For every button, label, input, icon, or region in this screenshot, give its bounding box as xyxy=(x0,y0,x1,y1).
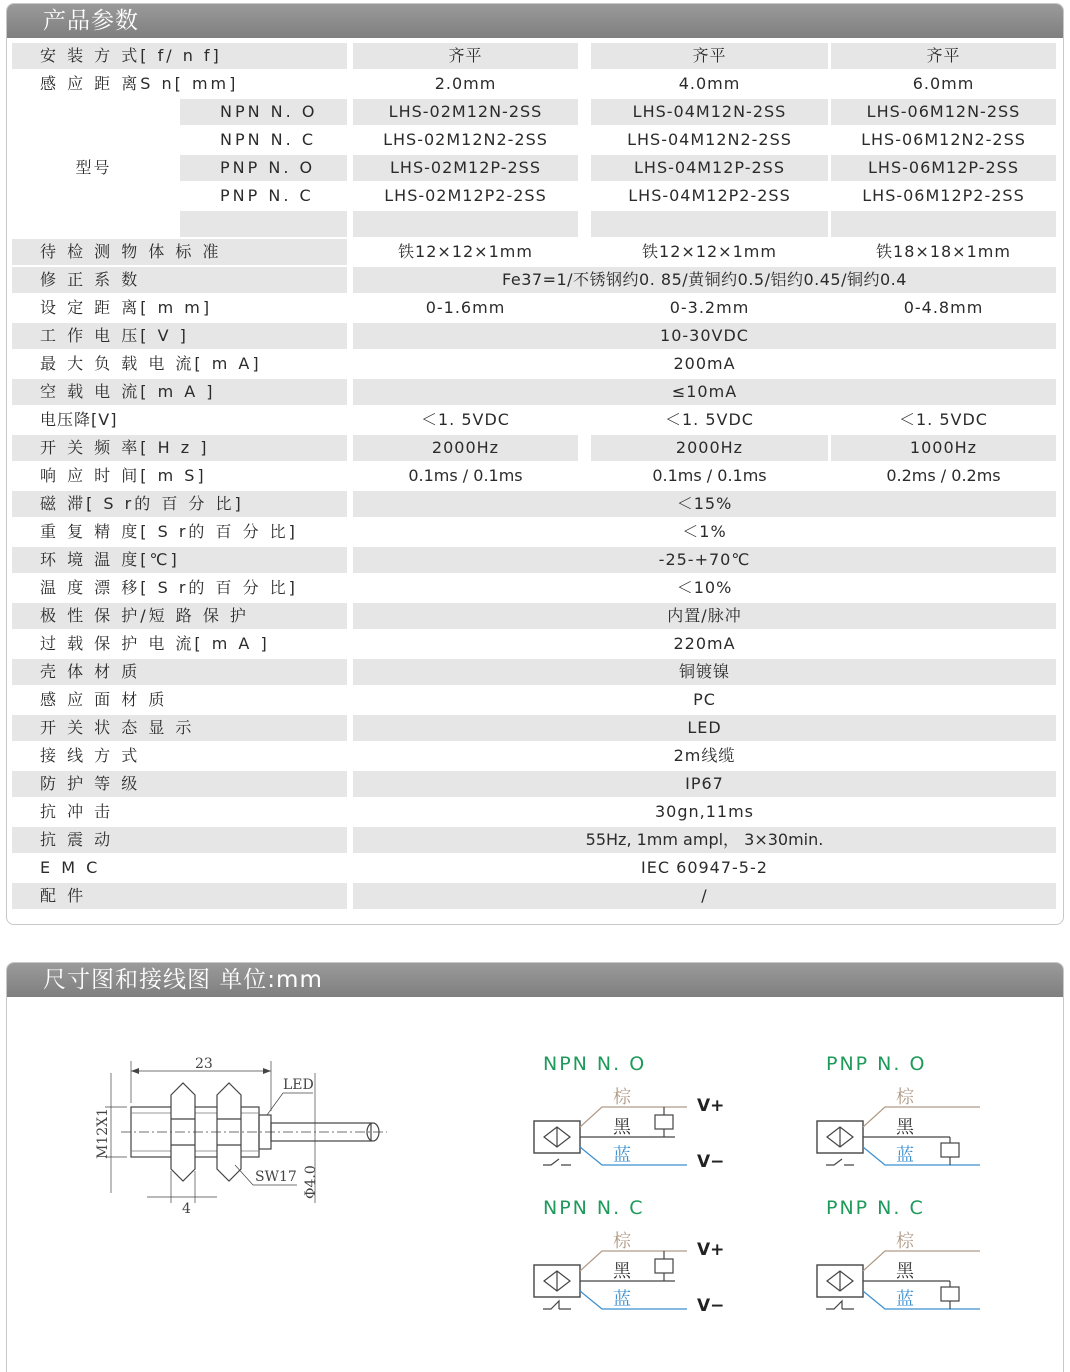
value-col1: 铁12×12×1mm xyxy=(398,242,533,261)
row-no-load xyxy=(12,378,1059,406)
value-all: 2m线缆 xyxy=(673,746,736,765)
row-label: 设 定 距 离[ m m] xyxy=(40,298,213,317)
value-all: 200mA xyxy=(673,354,736,373)
dim-thread: M12X1 xyxy=(95,1107,111,1159)
value-col3: 0-4.8mm xyxy=(903,298,984,317)
row-label: 修 正 系 数 xyxy=(12,267,347,293)
row-label: 温 度 漂 移[ S r的 百 分 比] xyxy=(40,578,298,597)
wire-brown-label: 棕 xyxy=(896,1087,914,1108)
wire-blue-label: 蓝 xyxy=(613,1145,631,1166)
dimensions-panel xyxy=(6,962,1064,1372)
value-col2: LHS-04M12P-2SS xyxy=(591,155,828,181)
row-label: 待 检 测 物 体 标 准 xyxy=(12,239,347,265)
row-frequency xyxy=(12,434,1059,462)
row-label: 抗 震 动 xyxy=(12,827,347,853)
wire-black-label: 黑 xyxy=(896,1117,914,1138)
dim-nut: 4 xyxy=(182,1201,191,1217)
value-col1: 齐平 xyxy=(353,43,578,69)
row-ip xyxy=(12,770,1059,798)
value-all: 铜镀镍 xyxy=(353,659,1056,685)
value-col1: 2000Hz xyxy=(353,435,578,461)
value-col2: 0-3.2mm xyxy=(669,298,750,317)
row-temperature xyxy=(12,546,1059,574)
value-col2: 2000Hz xyxy=(591,435,828,461)
value-col1: LHS-02M12N-2SS xyxy=(353,99,578,125)
row-hysteresis xyxy=(12,490,1059,518)
parameters-panel xyxy=(6,3,1064,925)
value-col3: LHS-06M12N2-2SS xyxy=(861,130,1026,149)
row-label: 安 装 方 式[ f/ n f] xyxy=(12,43,347,69)
vplus-label: V+ xyxy=(697,1240,725,1260)
row-label: 配 件 xyxy=(12,883,347,909)
value-col1: 2.0mm xyxy=(434,74,497,93)
wiring-title-npn-no: NPN N. O xyxy=(543,1053,647,1075)
row-max-load xyxy=(12,350,1059,378)
value-col2: 4.0mm xyxy=(678,74,741,93)
value-col3: 6.0mm xyxy=(912,74,975,93)
row-voltage-drop xyxy=(12,406,1059,434)
value-col2: LHS-04M12N2-2SS xyxy=(627,130,792,149)
row-mount xyxy=(12,42,1059,70)
row-model-npn-nc xyxy=(12,126,1059,154)
parameters-title: 产品参数 xyxy=(7,4,1063,38)
row-model-pnp-nc xyxy=(12,182,1059,210)
row-model-pnp-no xyxy=(12,154,1059,182)
wiring-title-pnp-nc: PNP N. C xyxy=(826,1197,925,1219)
row-protection xyxy=(12,602,1059,630)
blank-cell xyxy=(831,211,1056,237)
value-all: 内置/脉冲 xyxy=(353,603,1056,629)
model-type: PNP N. O xyxy=(180,155,347,181)
row-label: 重 复 精 度[ S r的 百 分 比] xyxy=(40,522,298,541)
row-label: 壳 体 材 质 xyxy=(12,659,347,685)
value-all: PC xyxy=(693,690,716,709)
row-indicator xyxy=(12,714,1059,742)
blank-cell xyxy=(353,211,578,237)
vminus-label: V− xyxy=(697,1296,725,1316)
vminus-label: V− xyxy=(697,1152,725,1172)
wire-black-label: 黑 xyxy=(613,1117,631,1138)
blank-cell xyxy=(591,211,828,237)
row-label: 感 应 面 材 质 xyxy=(40,690,168,709)
value-col1: ＜1. 5VDC xyxy=(421,410,510,429)
value-col1: LHS-02M12P-2SS xyxy=(353,155,578,181)
dim-led: LED xyxy=(283,1077,314,1093)
row-label: 极 性 保 护/短 路 保 护 xyxy=(12,603,347,629)
row-face xyxy=(12,686,1059,714)
dimension-drawing xyxy=(87,1053,397,1223)
value-col2: 铁12×12×1mm xyxy=(642,242,777,261)
wire-brown-label: 棕 xyxy=(896,1231,914,1252)
row-connection xyxy=(12,742,1059,770)
row-label: 工 作 电 压[ V ] xyxy=(12,323,347,349)
value-all: Fe37=1/不锈钢约0. 85/黄铜约0.5/铝约0.45/铜约0.4 xyxy=(353,267,1056,293)
value-col1: 0-1.6mm xyxy=(425,298,506,317)
value-all: ＜10% xyxy=(676,578,733,597)
row-accessory xyxy=(12,882,1059,910)
value-col3: LHS-06M12P2-2SS xyxy=(862,186,1025,205)
row-label: 空 载 电 流[ m A ] xyxy=(12,379,347,405)
row-response xyxy=(12,462,1059,490)
value-col3: 铁18×18×1mm xyxy=(876,242,1011,261)
value-col2: LHS-04M12N-2SS xyxy=(591,99,828,125)
row-distance xyxy=(12,70,1059,98)
model-type: NPN N. C xyxy=(220,130,316,149)
dim-wrench: SW17 xyxy=(255,1169,297,1185)
wire-blue-label: 蓝 xyxy=(896,1145,914,1166)
dim-length: 23 xyxy=(195,1056,213,1072)
wire-black-label: 黑 xyxy=(896,1261,914,1282)
wire-blue-label: 蓝 xyxy=(613,1289,631,1310)
value-all: -25-+70℃ xyxy=(353,547,1056,573)
row-label: 电压降[V] xyxy=(40,410,118,429)
value-col1: 0.1ms / 0.1ms xyxy=(408,466,523,485)
value-all: ＜15% xyxy=(353,491,1056,517)
row-label: 环 境 温 度[℃] xyxy=(12,547,347,573)
value-col2: ＜1. 5VDC xyxy=(665,410,754,429)
wiring-npn-no xyxy=(527,1085,737,1175)
row-label: 磁 滞[ S r的 百 分 比] xyxy=(12,491,347,517)
value-all: IEC 60947-5-2 xyxy=(641,858,768,877)
value-col3: ＜1. 5VDC xyxy=(899,410,988,429)
row-label: E M C xyxy=(40,858,101,877)
value-col3: 1000Hz xyxy=(831,435,1056,461)
model-label: 型号 xyxy=(75,158,112,177)
row-overload xyxy=(12,630,1059,658)
value-all: ≤10mA xyxy=(353,379,1056,405)
value-all: 10-30VDC xyxy=(353,323,1056,349)
value-col2: 0.1ms / 0.1ms xyxy=(652,466,767,485)
wiring-title-pnp-no: PNP N. O xyxy=(826,1053,927,1075)
row-label: 防 护 等 级 xyxy=(12,771,347,797)
value-all: IP67 xyxy=(353,771,1056,797)
row-housing xyxy=(12,658,1059,686)
row-set-distance xyxy=(12,294,1059,322)
value-all: LED xyxy=(353,715,1056,741)
dimensions-title: 尺寸图和接线图 单位:mm xyxy=(7,963,1063,997)
value-all: 220mA xyxy=(673,634,736,653)
row-model-npn-no xyxy=(12,98,1059,126)
value-all: / xyxy=(353,883,1056,909)
dim-cable: Φ4.0 xyxy=(303,1165,319,1199)
row-label: 感 应 距 离S n[ mm] xyxy=(40,74,239,93)
row-label: 最 大 负 载 电 流[ m A] xyxy=(40,354,262,373)
row-voltage xyxy=(12,322,1059,350)
row-model-blank xyxy=(12,210,1059,238)
wiring-pnp-nc xyxy=(810,1229,1020,1319)
wiring-pnp-no xyxy=(810,1085,1020,1175)
vplus-label: V+ xyxy=(697,1096,725,1116)
wiring-title-npn-nc: NPN N. C xyxy=(543,1197,645,1219)
row-label: 开 关 频 率[ H z ] xyxy=(12,435,347,461)
row-label: 过 载 保 护 电 流[ m A ] xyxy=(40,634,270,653)
value-all: 55Hz, 1mm ampl， 3×30min. xyxy=(353,827,1056,853)
value-all: ＜1% xyxy=(682,522,727,541)
value-col1: LHS-02M12N2-2SS xyxy=(383,130,548,149)
row-drift xyxy=(12,574,1059,602)
wire-brown-label: 棕 xyxy=(613,1087,631,1108)
value-col3: 0.2ms / 0.2ms xyxy=(886,466,1001,485)
value-all: 30gn,11ms xyxy=(654,802,755,821)
value-col1: LHS-02M12P2-2SS xyxy=(384,186,547,205)
value-col3: LHS-06M12N-2SS xyxy=(831,99,1056,125)
row-label: 抗 冲 击 xyxy=(40,802,114,821)
row-shock xyxy=(12,798,1059,826)
wire-blue-label: 蓝 xyxy=(896,1289,914,1310)
value-col3: 齐平 xyxy=(831,43,1056,69)
row-label: 开 关 状 态 显 示 xyxy=(12,715,347,741)
wire-black-label: 黑 xyxy=(613,1261,631,1282)
row-target xyxy=(12,238,1059,266)
value-col2: LHS-04M12P2-2SS xyxy=(628,186,791,205)
wiring-npn-nc xyxy=(527,1229,737,1319)
row-label: 响 应 时 间[ m S] xyxy=(40,466,207,485)
row-correction xyxy=(12,266,1059,294)
row-emc xyxy=(12,854,1059,882)
row-repeat xyxy=(12,518,1059,546)
value-col3: LHS-06M12P-2SS xyxy=(831,155,1056,181)
value-col2: 齐平 xyxy=(591,43,828,69)
model-type: NPN N. O xyxy=(180,99,347,125)
model-type: PNP N. C xyxy=(220,186,314,205)
row-label: 接 线 方 式 xyxy=(40,746,141,765)
blank-cell xyxy=(180,211,347,237)
row-vibration xyxy=(12,826,1059,854)
wire-brown-label: 棕 xyxy=(613,1231,631,1252)
